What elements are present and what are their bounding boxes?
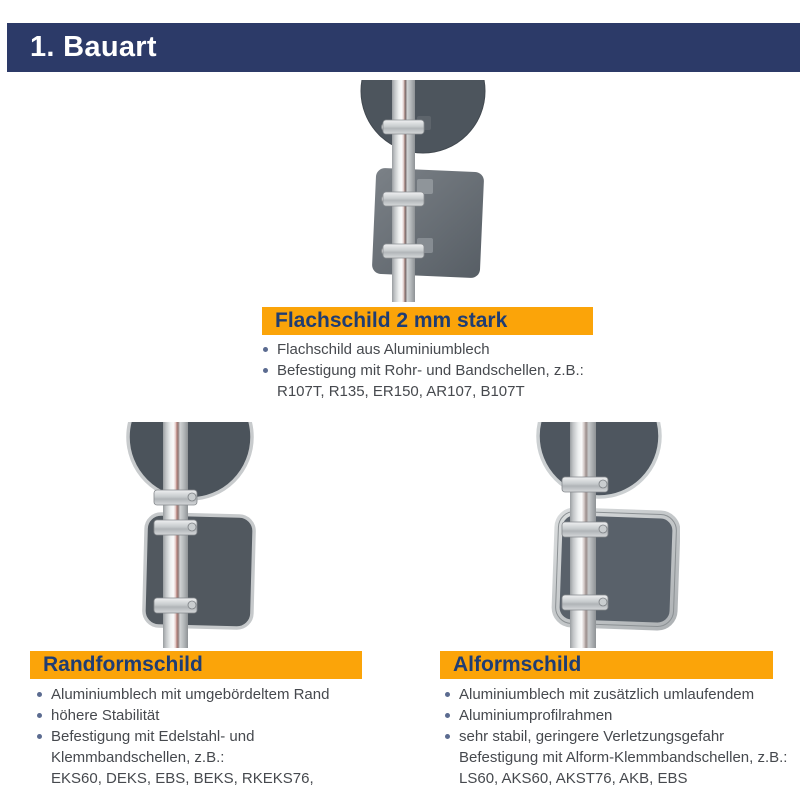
- banner-alformschild: [440, 651, 773, 679]
- randformschild-bullet-list: [37, 684, 329, 789]
- bullet-icon: [263, 347, 268, 352]
- bullet-icon: [445, 734, 450, 739]
- bullet-icon: [37, 692, 42, 697]
- list-item: [445, 684, 787, 705]
- list-item-text: sehr stabil, geringere Verletzungsgefahr: [459, 728, 725, 745]
- list-item: [445, 768, 787, 789]
- list-item-text: Befestigung mit Rohr- und Bandschellen, z.B.:: [277, 362, 584, 379]
- list-item: [37, 684, 329, 705]
- list-item: [263, 360, 584, 381]
- pipe-clamp-icon: [562, 595, 608, 610]
- list-item-text: Aluminiumprofilrahmen: [459, 707, 613, 724]
- photo-randformschild: [118, 422, 268, 648]
- pipe-clamp-icon: [382, 192, 425, 206]
- pipe-clamp-icon: [154, 490, 197, 505]
- banner-flachschild: [262, 307, 593, 335]
- list-item-text: EKS60, DEKS, EBS, BEKS, RKEKS76,: [51, 770, 314, 787]
- list-item-text: LS60, AKS60, AKST76, AKB, EBS: [459, 770, 688, 787]
- bullet-icon: [445, 713, 450, 718]
- list-item: [263, 381, 584, 402]
- round-sign-back: [128, 422, 252, 499]
- list-item-text: Aluminiumblech mit umgebördeltem Rand: [51, 686, 330, 703]
- photo-flachschild: [320, 80, 530, 302]
- list-item-text: Befestigung mit Edelstahl- und: [51, 728, 255, 745]
- pipe-clamp-icon: [154, 520, 197, 535]
- banner-randformschild-label: Randformschild: [43, 653, 203, 676]
- list-item-text: Klemmbandschellen, z.B.:: [51, 749, 225, 766]
- page-title: 1. Bauart: [30, 31, 157, 63]
- banner-alformschild-label: Alformschild: [453, 653, 582, 676]
- pipe-clamp-icon: [562, 522, 608, 537]
- bullet-icon: [37, 734, 42, 739]
- list-item-text: R107T, R135, ER150, AR107, B107T: [277, 383, 525, 400]
- alformschild-bullet-list: [445, 684, 787, 789]
- list-item: [37, 705, 329, 726]
- photo-alformschild: [530, 422, 680, 648]
- page-header: [7, 23, 800, 72]
- banner-randformschild: [30, 651, 362, 679]
- banner-flachschild-label: Flachschild 2 mm stark: [275, 309, 508, 332]
- pipe-clamp-icon: [562, 477, 608, 492]
- bullet-icon: [445, 692, 450, 697]
- pipe-clamp-icon: [154, 598, 197, 613]
- bullet-icon: [37, 713, 42, 718]
- list-item: [445, 726, 787, 747]
- list-item-text: höhere Stabilität: [51, 707, 160, 724]
- list-item-text: Befestigung mit Alform-Klemmbandschellen, z.B.:: [459, 749, 788, 766]
- list-item: [37, 747, 329, 768]
- list-item: [445, 705, 787, 726]
- pipe-clamp-icon: [382, 244, 425, 258]
- list-item-text: Flachschild aus Aluminiumblech: [277, 341, 490, 358]
- sign-pole: [392, 80, 415, 302]
- list-item: [445, 747, 787, 768]
- bullet-icon: [263, 368, 268, 373]
- flachschild-bullet-list: [263, 339, 584, 402]
- list-item: [263, 339, 584, 360]
- list-item: [37, 726, 329, 747]
- pipe-clamp-icon: [382, 120, 425, 134]
- list-item-text: Aluminiumblech mit zusätzlich umlaufendem: [459, 686, 755, 703]
- list-item: [37, 768, 329, 789]
